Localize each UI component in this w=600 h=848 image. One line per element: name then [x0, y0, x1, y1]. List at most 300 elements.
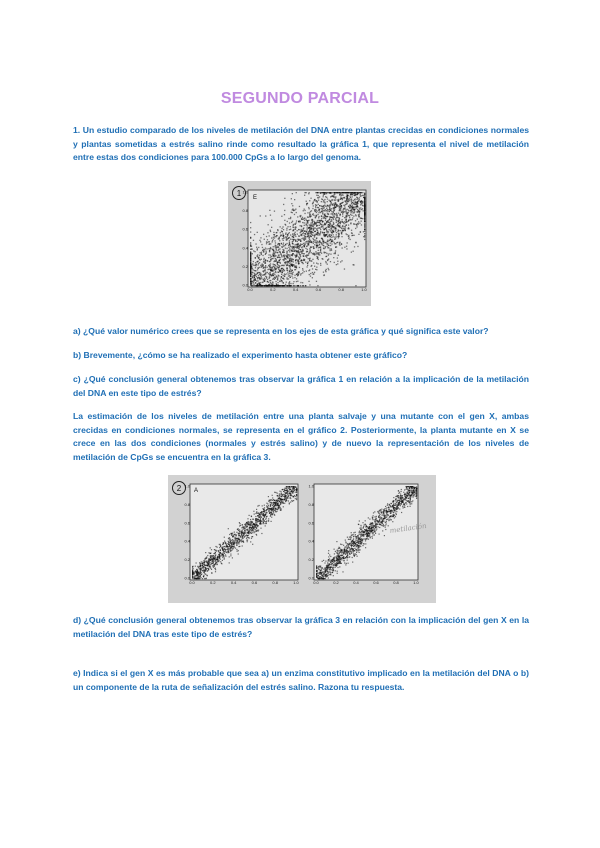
scatter-point	[249, 525, 250, 526]
scatter-point	[330, 224, 331, 225]
scatter-point	[205, 552, 206, 553]
scatter-point	[294, 233, 295, 234]
scatter-point	[320, 574, 321, 575]
scatter-point	[333, 562, 334, 563]
scatter-point	[328, 553, 329, 554]
scatter-point	[309, 208, 310, 209]
scatter-point	[315, 217, 316, 218]
scatter-point	[289, 486, 290, 487]
scatter-point	[379, 527, 380, 528]
scatter-point	[301, 226, 302, 227]
scatter-point	[254, 275, 255, 276]
scatter-point	[372, 532, 373, 533]
scatter-point	[347, 555, 348, 556]
scatter-point	[413, 488, 414, 489]
scatter-point	[319, 225, 320, 226]
scatter-point	[377, 520, 378, 521]
question-1	[73, 124, 529, 165]
scatter-point	[202, 567, 203, 568]
scatter-point	[285, 284, 286, 285]
scatter-point	[192, 569, 193, 570]
scatter-point	[318, 207, 319, 208]
scatter-point	[330, 243, 331, 244]
scatter-point	[373, 528, 374, 529]
scatter-point	[315, 251, 316, 252]
scatter-point	[287, 285, 288, 286]
scatter-point	[256, 535, 257, 536]
scatter-point	[348, 212, 349, 213]
scatter-point	[317, 232, 318, 233]
scatter-point	[304, 217, 305, 218]
scatter-point	[327, 209, 328, 210]
scatter-point	[345, 217, 346, 218]
scatter-point	[369, 533, 370, 534]
scatter-point	[286, 238, 287, 239]
scatter-point	[305, 262, 306, 263]
scatter-point	[298, 246, 299, 247]
scatter-point	[338, 213, 339, 214]
scatter-point	[277, 499, 278, 500]
scatter-point	[355, 220, 356, 221]
scatter-point	[288, 495, 289, 496]
scatter-point	[338, 200, 339, 201]
scatter-point	[297, 241, 298, 242]
scatter-point	[281, 277, 282, 278]
scatter-point	[362, 192, 363, 193]
scatter-point	[346, 219, 347, 220]
scatter-point	[219, 558, 220, 559]
scatter-point	[332, 568, 333, 569]
scatter-point	[268, 496, 269, 497]
scatter-point	[256, 276, 257, 277]
scatter-point	[345, 230, 346, 231]
scatter-point	[355, 193, 356, 194]
scatter-point	[350, 536, 351, 537]
scatter-point	[328, 222, 329, 223]
scatter-point	[244, 530, 245, 531]
scatter-point	[232, 536, 233, 537]
scatter-point	[265, 248, 266, 249]
scatter-point	[264, 278, 265, 279]
scatter-point	[366, 538, 367, 539]
scatter-point	[401, 491, 402, 492]
scatter-point	[396, 511, 397, 512]
scatter-point	[220, 561, 221, 562]
scatter-point	[336, 204, 337, 205]
scatter-point	[307, 245, 308, 246]
scatter-point	[341, 563, 342, 564]
scatter-point	[250, 278, 251, 279]
scatter-point	[220, 552, 221, 553]
scatter-point	[307, 221, 308, 222]
scatter-point	[317, 230, 318, 231]
scatter-point	[313, 230, 314, 231]
scatter-point	[287, 487, 288, 488]
scatter-point	[243, 529, 244, 530]
scatter-point	[311, 246, 312, 247]
scatter-point	[288, 218, 289, 219]
scatter-point	[371, 536, 372, 537]
scatter-point	[383, 521, 384, 522]
scatter-point	[318, 217, 319, 218]
scatter-point	[325, 247, 326, 248]
scatter-point	[246, 538, 247, 539]
scatter-point	[357, 206, 358, 207]
scatter-point	[305, 255, 306, 256]
scatter-point	[213, 553, 214, 554]
scatter-point	[284, 489, 285, 490]
scatter-point	[288, 491, 289, 492]
scatter-point	[214, 549, 215, 550]
scatter-point	[282, 238, 283, 239]
scatter-point	[265, 215, 266, 216]
scatter-point	[314, 244, 315, 245]
scatter-point	[299, 251, 300, 252]
scatter-point	[333, 236, 334, 237]
scatter-point	[357, 246, 358, 247]
scatter-point	[275, 242, 276, 243]
scatter-point	[394, 511, 395, 512]
scatter-point	[338, 236, 339, 237]
scatter-point	[260, 273, 261, 274]
scatter-point	[207, 555, 208, 556]
scatter-point	[270, 504, 271, 505]
scatter-point	[250, 238, 251, 239]
scatter-point	[335, 250, 336, 251]
scatter-point	[199, 572, 200, 573]
scatter-point	[296, 220, 297, 221]
scatter-point	[375, 533, 376, 534]
scatter-point	[364, 210, 365, 211]
scatter-point	[258, 263, 259, 264]
scatter-point	[329, 248, 330, 249]
scatter-point	[353, 251, 354, 252]
scatter-point	[379, 514, 380, 515]
scatter-point	[290, 234, 291, 235]
scatter-point	[251, 527, 252, 528]
scatter-point	[287, 488, 288, 489]
scatter-point	[354, 192, 355, 193]
scatter-point	[223, 556, 224, 557]
scatter-point	[303, 259, 304, 260]
scatter-point	[301, 260, 302, 261]
scatter-point	[313, 228, 314, 229]
scatter-point	[358, 536, 359, 537]
scatter-point	[329, 240, 330, 241]
scatter-point	[250, 265, 251, 266]
scatter-point	[207, 570, 208, 571]
scatter-point	[359, 212, 360, 213]
scatter-point	[255, 267, 256, 268]
scatter-point	[332, 563, 333, 564]
scatter-point	[282, 499, 283, 500]
scatter-point	[211, 569, 212, 570]
scatter-point	[305, 242, 306, 243]
scatter-point	[286, 256, 287, 257]
scatter-point	[304, 209, 305, 210]
scatter-point	[258, 272, 259, 273]
scatter-point	[203, 576, 204, 577]
scatter-point	[317, 263, 318, 264]
scatter-point	[197, 578, 198, 579]
scatter-point	[268, 224, 269, 225]
scatter-point	[258, 513, 259, 514]
scatter-point	[291, 222, 292, 223]
scatter-point	[348, 547, 349, 548]
scatter-point	[339, 550, 340, 551]
scatter-point	[332, 205, 333, 206]
scatter-point	[263, 259, 264, 260]
scatter-point	[382, 515, 383, 516]
scatter-point	[372, 522, 373, 523]
scatter-point	[330, 566, 331, 567]
scatter-point	[306, 242, 307, 243]
scatter-point	[301, 234, 302, 235]
scatter-point	[338, 230, 339, 231]
scatter-point	[262, 263, 263, 264]
scatter-point	[279, 281, 280, 282]
scatter-point	[272, 497, 273, 498]
scatter-point	[203, 568, 204, 569]
scatter-point	[278, 257, 279, 258]
scatter-point	[270, 230, 271, 231]
scatter-point	[216, 564, 217, 565]
scatter-point	[286, 282, 287, 283]
scatter-point	[359, 214, 360, 215]
scatter-point	[328, 577, 329, 578]
scatter-point	[268, 265, 269, 266]
scatter-point	[350, 222, 351, 223]
scatter-point	[346, 248, 347, 249]
scatter-point	[313, 253, 314, 254]
scatter-point	[343, 554, 344, 555]
scatter-point	[358, 234, 359, 235]
scatter-point	[318, 197, 319, 198]
scatter-point	[306, 223, 307, 224]
scatter-point	[282, 265, 283, 266]
scatter-point	[376, 516, 377, 517]
scatter-point	[312, 222, 313, 223]
scatter-point	[265, 262, 266, 263]
scatter-point	[204, 578, 205, 579]
scatter-point	[336, 236, 337, 237]
scatter-point	[346, 200, 347, 201]
scatter-point	[282, 272, 283, 273]
scatter-point	[275, 245, 276, 246]
scatter-point	[413, 495, 414, 496]
scatter-point	[339, 222, 340, 223]
scatter-point	[355, 534, 356, 535]
scatter-point	[283, 246, 284, 247]
scatter-point	[287, 491, 288, 492]
scatter-point	[348, 210, 349, 211]
scatter-point	[349, 207, 350, 208]
scatter-point	[250, 249, 251, 250]
scatter-point	[323, 224, 324, 225]
scatter-point	[279, 240, 280, 241]
scatter-point	[315, 240, 316, 241]
scatter-point	[398, 490, 399, 491]
scatter-point	[203, 570, 204, 571]
scatter-point	[413, 496, 414, 497]
scatter-point	[282, 489, 283, 490]
scatter-point	[334, 206, 335, 207]
scatter-point	[333, 231, 334, 232]
scatter-point	[320, 224, 321, 225]
scatter-point	[359, 208, 360, 209]
scatter-point	[250, 541, 251, 542]
scatter-point	[242, 545, 243, 546]
scatter-point	[301, 247, 302, 248]
scatter-point	[337, 562, 338, 563]
scatter-point	[230, 551, 231, 552]
scatter-point	[309, 258, 310, 259]
scatter-point	[416, 492, 417, 493]
scatter-point	[255, 519, 256, 520]
scatter-point	[308, 207, 309, 208]
scatter-point	[265, 266, 266, 267]
scatter-point	[364, 225, 365, 226]
scatter-point	[289, 263, 290, 264]
scatter-point	[200, 571, 201, 572]
scatter-point	[374, 516, 375, 517]
scatter-point	[300, 243, 301, 244]
scatter-point	[267, 267, 268, 268]
scatter-point	[260, 282, 261, 283]
scatter-point	[239, 533, 240, 534]
scatter-point	[300, 245, 301, 246]
scatter-point	[368, 530, 369, 531]
scatter-point	[212, 565, 213, 566]
scatter-point	[293, 487, 294, 488]
scatter-point	[316, 253, 317, 254]
scatter-point	[325, 209, 326, 210]
scatter-point	[351, 192, 352, 193]
scatter-point	[247, 530, 248, 531]
scatter-point	[294, 275, 295, 276]
scatter-point	[257, 277, 258, 278]
scatter-point	[364, 204, 365, 205]
scatter-point	[337, 225, 338, 226]
scatter-point	[357, 192, 358, 193]
scatter-point	[348, 192, 349, 193]
scatter-point	[296, 492, 297, 493]
question-c: c) ¿Qué conclusión general obtenemos tras observar la gráfica 1 en relación a la implicación de la metilación del DNA en este tipo de estrés?	[73, 374, 529, 398]
scatter-point	[271, 512, 272, 513]
scatter-point	[358, 535, 359, 536]
scatter-point	[339, 218, 340, 219]
scatter-point	[345, 557, 346, 558]
scatter-point	[258, 517, 259, 518]
scatter-point	[228, 538, 229, 539]
scatter-point	[323, 196, 324, 197]
scatter-point	[325, 224, 326, 225]
scatter-point	[385, 527, 386, 528]
scatter-point	[333, 222, 334, 223]
scatter-point	[293, 225, 294, 226]
scatter-point	[389, 504, 390, 505]
scatter-point	[357, 540, 358, 541]
scatter-point	[201, 561, 202, 562]
scatter-point	[278, 275, 279, 276]
scatter-point	[292, 205, 293, 206]
scatter-point	[346, 199, 347, 200]
scatter-point	[393, 501, 394, 502]
scatter-point	[357, 212, 358, 213]
y-tick-label: 0.4	[242, 245, 248, 251]
scatter-point	[333, 564, 334, 565]
scatter-point	[203, 560, 204, 561]
scatter-point	[256, 522, 257, 523]
scatter-point	[389, 509, 390, 510]
scatter-point	[356, 554, 357, 555]
scatter-point	[283, 282, 284, 283]
scatter-point	[296, 222, 297, 223]
scatter-point	[354, 212, 355, 213]
scatter-point	[351, 212, 352, 213]
scatter-point	[328, 245, 329, 246]
scatter-point	[257, 280, 258, 281]
scatter-point	[373, 512, 374, 513]
scatter-point	[290, 266, 291, 267]
scatter-point	[202, 578, 203, 579]
scatter-point	[286, 499, 287, 500]
scatter-point	[348, 238, 349, 239]
scatter-point	[362, 535, 363, 536]
scatter-point	[326, 262, 327, 263]
scatter-point	[284, 492, 285, 493]
scatter-point	[256, 274, 257, 275]
scatter-point	[359, 199, 360, 200]
scatter-point	[250, 272, 251, 273]
scatter-point	[328, 568, 329, 569]
scatter-point	[327, 216, 328, 217]
scatter-point	[243, 532, 244, 533]
scatter-point	[276, 247, 277, 248]
scatter-point	[255, 513, 256, 514]
scatter-point	[263, 522, 264, 523]
scatter-point	[230, 548, 231, 549]
scatter-point	[398, 507, 399, 508]
scatter-point	[393, 497, 394, 498]
scatter-point	[318, 216, 319, 217]
scatter-point	[238, 553, 239, 554]
scatter-point	[329, 211, 330, 212]
scatter-point	[309, 231, 310, 232]
scatter-point	[391, 503, 392, 504]
scatter-point	[366, 530, 367, 531]
scatter-point	[323, 210, 324, 211]
scatter-point	[283, 240, 284, 241]
scatter-point	[298, 221, 299, 222]
scatter-point	[301, 253, 302, 254]
scatter-point	[399, 492, 400, 493]
scatter-point	[336, 214, 337, 215]
y-tick-label: 1.0	[242, 189, 248, 195]
scatter-point	[364, 214, 365, 215]
scatter-point	[316, 256, 317, 257]
scatter-point	[298, 263, 299, 264]
scatter-point	[266, 285, 267, 286]
scatter-point	[269, 251, 270, 252]
scatter-point	[324, 232, 325, 233]
scatter-point	[350, 219, 351, 220]
scatter-point	[404, 506, 405, 507]
scatter-point	[260, 512, 261, 513]
scatter-point	[207, 575, 208, 576]
x-tick-label: 0.8	[338, 287, 344, 292]
scatter-point	[361, 224, 362, 225]
